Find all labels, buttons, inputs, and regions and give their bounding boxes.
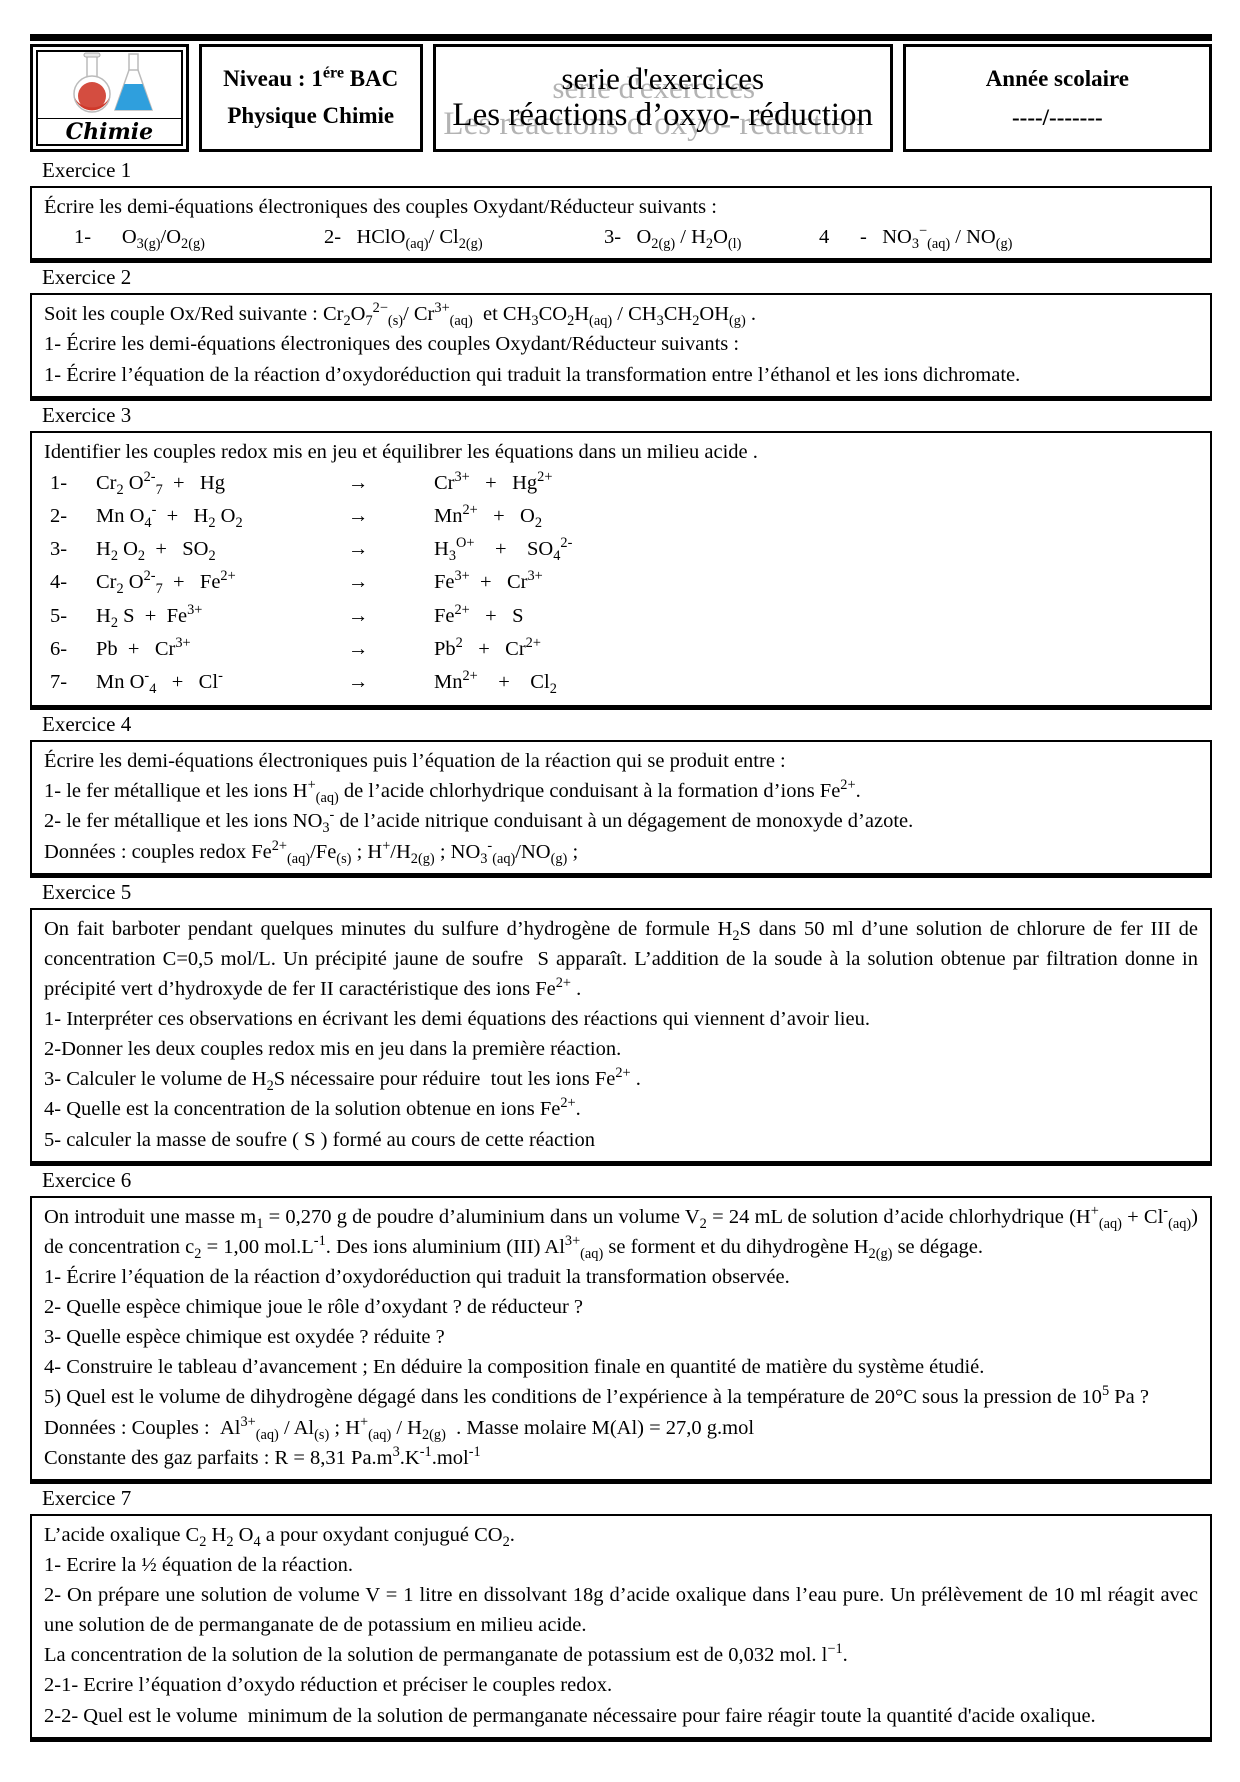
equation-number: 2- xyxy=(50,504,68,527)
document-title: Les réactions d’oxyo- réduction xyxy=(452,96,874,133)
exercise-4-q1: 1- le fer métallique et les ions $H^+_{(aq)}$ de l’acide chlorhydrique conduisant à la formation d’ions $Fe^{2+}$. xyxy=(44,777,861,807)
exercise-1-couples xyxy=(44,222,1198,252)
equation-row-7 xyxy=(50,666,1198,699)
exercise-2-q2: 1- Écrire l’équation de la réaction d’oxydoréduction qui traduit la transformation entre l’éthanol et les ions dichromate. xyxy=(44,363,1021,386)
couple-4: 4 - $NO_3^-_{(aq)} / NO_{(g)}$ xyxy=(819,223,1013,253)
school-year-box xyxy=(903,44,1212,152)
logo-caption: Chimie xyxy=(38,118,181,145)
equation-row-5 xyxy=(50,600,1198,633)
equation-number: 4- xyxy=(50,571,68,594)
arrow-icon: → xyxy=(348,637,369,660)
equation-left: $Cr_2$ $O^{2-}_7 + Fe^{2+}$ xyxy=(96,568,236,598)
flasks-icon xyxy=(38,52,181,118)
exercise-4-q2: 2- le fer métallique et les ions $NO_3^-$ de l’acide nitrique conduisant à un dégagement de monoxyde d’azote. xyxy=(44,807,914,837)
exercise-1-box xyxy=(30,186,1212,263)
exercise-5-q5: 5- calculer la masse de soufre ( S ) formé au cours de cette réaction xyxy=(44,1128,595,1151)
exercise-6-q1: 1- Écrire l’équation de la réaction d’oxydoréduction qui traduit la transformation observée. xyxy=(44,1265,790,1288)
worksheet-page xyxy=(30,34,1212,1742)
exercise-5-q2: 2-Donner les deux couples redox mis en jeu dans la première réaction. xyxy=(44,1038,622,1061)
equation-number: 6- xyxy=(50,637,68,660)
round-flask-liquid-body xyxy=(78,82,106,110)
couple-2: 2- HClO$_{(aq)}$/ $Cl_{2(g)}$ xyxy=(324,226,483,253)
exercise-2-box xyxy=(30,293,1212,400)
exercise-1-intro: Écrire les demi-équations électroniques des couples Oxydant/Réducteur suivants : xyxy=(44,196,717,218)
exercise-5-statement: On fait barboter pendant quelques minutes du sulfure d’hydrogène de formule $H_2S$ dans 50 ml d’une solution de chlorure de fer III de concentration C=0,5 mol/L. Un précipité jaune de soufre S apparaît. L’addition de la soude à la solution obtenue par filtration donne in précipité vert d’hydroxyde de fer II caractéristique des ions $Fe^{2+}$ . xyxy=(44,917,1198,1000)
equation-left: $Cr_2$ $O^{2-}_7 + Hg$ xyxy=(96,468,225,498)
exercise-2-label: Exercice 2 xyxy=(42,265,132,290)
exercise-3-label: Exercice 3 xyxy=(42,402,132,427)
level-line: Niveau : $1^{ére}$ BAC xyxy=(223,64,399,92)
equation-right: $Mn^{2+} + O_2$ xyxy=(434,502,543,532)
exercise-6-label: Exercice 6 xyxy=(42,1167,132,1192)
exercise-4-box xyxy=(30,740,1212,878)
arrow-icon: → xyxy=(348,471,369,494)
exercise-7-box xyxy=(30,1514,1212,1742)
exercise-2-intro: Soit les couple Ox/Red suivante : $Cr_2O_7^{2-}_{(s)}/$ $Cr^{3+}_{(aq)}$ et $CH_3CO_2H_{(aq)} / CH_3CH_2OH_{(g)}$ . xyxy=(44,300,756,330)
equation-right: $Cr^{3+} + Hg^{2+}$ xyxy=(434,468,553,494)
exercise-5-box xyxy=(30,908,1212,1166)
equation-number: 3- xyxy=(50,538,68,561)
exercise-4-label: Exercice 4 xyxy=(42,712,132,737)
exercise-6-q2: 2- Quelle espèce chimique joue le rôle d’oxydant ? de réducteur ? xyxy=(44,1296,584,1319)
equation-left: Mn $O^-_4 + Cl^-$ xyxy=(96,668,223,698)
arrow-icon: → xyxy=(348,571,369,594)
exercise-7-q3: 2-1- Ecrire l’équation d’oxydo réduction et préciser le couples redox. xyxy=(44,1674,613,1697)
exercise-3-intro: Identifier les couples redox mis en jeu et équilibrer les équations dans un milieu acide . xyxy=(44,440,758,463)
exercise-5-q1: 1- Interpréter ces observations en écrivant les demi équations des réactions qui viennent d’avoir lieu. xyxy=(44,1008,870,1031)
couple-3: 3- $O_{2(g)} / H_2O_{(l)}$ xyxy=(604,226,742,253)
arrow-icon: → xyxy=(348,670,369,693)
equation-left: $H_2$ $S + Fe^{3+}$ xyxy=(96,601,203,631)
exercise-7-concentration: La concentration de la solution de la solution de permanganate de potassium est de 0,032 mol. $l^{-1}$. xyxy=(44,1641,848,1667)
flasks-icon-svg xyxy=(54,52,164,118)
exercise-7-q2: 2- On prépare une solution de volume V = 1 litre en dissolvant 18g d’acide oxalique dans l’eau pure. Un prélèvement de 10 ml réagit avec une solution de de permanganate de de potassium en milieu acide. xyxy=(44,1584,1198,1637)
equation-row-2 xyxy=(50,500,1198,533)
exercise-6-q3: 3- Quelle espèce chimique est oxydée ? réduite ? xyxy=(44,1326,445,1349)
equation-row-6 xyxy=(50,633,1198,666)
equation-left: Mn $O_4^- + H_2$ $O_2$ xyxy=(96,502,243,532)
equation-right: $Mn^{2+}$ + $Cl_2$ xyxy=(434,668,557,698)
exercise-3-box xyxy=(30,431,1212,711)
exercise-6-box xyxy=(30,1196,1212,1484)
school-year-value: ----/------- xyxy=(1012,105,1103,130)
exercise-7-statement: L’acide oxalique $C_2$ $H_2$ $O_4$ a pour oxydant conjugué $CO_2$. xyxy=(44,1523,515,1550)
exercise-2-q1: 1- Écrire les demi-équations électroniques des couples Oxydant/Réducteur suivants : xyxy=(44,333,740,356)
exercise-6-q4: 4- Construire le tableau d’avancement ; En déduire la composition finale en quantité de matière du système étudié. xyxy=(44,1356,985,1379)
equation-right: $Fe^{3+} + Cr^{3+}$ xyxy=(434,568,543,594)
arrow-icon: → xyxy=(348,604,369,627)
equation-left: $Pb + Cr^{3+}$ xyxy=(96,634,191,660)
erlenmeyer-liquid xyxy=(115,84,152,110)
exercise-7-label: Exercice 7 xyxy=(42,1485,132,1510)
subject-line: Physique Chimie xyxy=(227,103,395,128)
equation-number: 7- xyxy=(50,670,68,693)
school-year-label: Année scolaire xyxy=(985,65,1129,91)
arrow-icon: → xyxy=(348,538,369,561)
equation-row-1 xyxy=(50,467,1198,500)
exercise-5-q3: 3- Calculer le volume de $H_2S$ nécessaire pour réduire tout les ions $Fe^{2+}$ . xyxy=(44,1065,641,1095)
couple-1: 1- $O_{3(g)}/O_{2(g)}$ xyxy=(74,226,205,253)
round-flask-rim xyxy=(84,53,100,57)
exercise-5-q4: 4- Quelle est la concentration de la solution obtenue en ions $Fe^{2+}$. xyxy=(44,1095,581,1121)
exercise-7-q4: 2-2- Quel est le volume minimum de la solution de permanganate nécessaire pour faire réagir toute la quantité d'acide oxalique. xyxy=(44,1704,1096,1727)
series-title: serie d'exercices xyxy=(561,61,765,97)
equation-list xyxy=(44,467,1198,699)
exercise-4-data: Données : couples redox $Fe^{2+}_{(aq)}/Fe_{(s)}$ ; $H^+/H_{2(g)}$ ; $NO_3^-_{(aq)}/NO_{(g)}$ ; xyxy=(44,837,579,867)
equation-row-3 xyxy=(50,533,1198,566)
exercise-6-constant: Constante des gaz parfaits : R = 8,31 $Pa.m^3.K^{-1}.mol^{-1}$ xyxy=(44,1443,481,1469)
exercise-7-q1: 1- Ecrire la ½ équation de la réaction. xyxy=(44,1553,354,1576)
equation-right: $H_3^{O+}$ + $SO_4^{2-}$ xyxy=(434,535,573,565)
equation-number: 5- xyxy=(50,604,68,627)
equation-left: $H_2$ $O_2 + SO_2$ xyxy=(96,538,216,565)
equation-row-4 xyxy=(50,566,1198,599)
exercise-1-label: Exercice 1 xyxy=(42,158,132,182)
chimie-logo xyxy=(30,44,189,152)
exercise-6-statement: On introduit une masse $m_1 = 0,270$ g de poudre d’aluminium dans un volume $V_2 = 24$ mL de solution d’acide chlorhydrique $(H^+_{(aq)} + Cl^-_{(aq)})$ de concentration $c_2 = 1,00$ $mol.L^{-1}$. Des ions aluminium (III) $Al^{3+}_{(aq)}$ se forment et du dihydrogène $H_{2(g)}$ se dégage. xyxy=(44,1202,1198,1262)
exercise-5-label: Exercice 5 xyxy=(42,879,132,904)
exercise-6-q5: 5) Quel est le volume de dihydrogène dégagé dans les conditions de l’expérience à la température de 20°C sous la pression de $10^5$ Pa ? xyxy=(44,1383,1149,1409)
exercise-4-intro: Écrire les demi-équations électroniques puis l’équation de la réaction qui se produit entre : xyxy=(44,750,786,773)
arrow-icon: → xyxy=(348,504,369,527)
equation-right: $Fe^{2+} + S$ xyxy=(434,601,524,627)
chimie-logo-frame xyxy=(36,50,183,146)
level-box xyxy=(199,44,423,152)
document-header xyxy=(30,34,1212,152)
equation-number: 1- xyxy=(50,471,68,494)
equation-right: $Pb^2 + Cr^{2+}$ xyxy=(434,634,541,660)
exercise-6-data: Données : Couples : $Al^{3+}_{(aq)} / Al_{(s)}$ ; $H^+_{(aq)} / H_{2(g)}$ . Masse molaire M(Al) = 27,0 g.mol xyxy=(44,1413,755,1443)
title-box xyxy=(433,44,893,152)
